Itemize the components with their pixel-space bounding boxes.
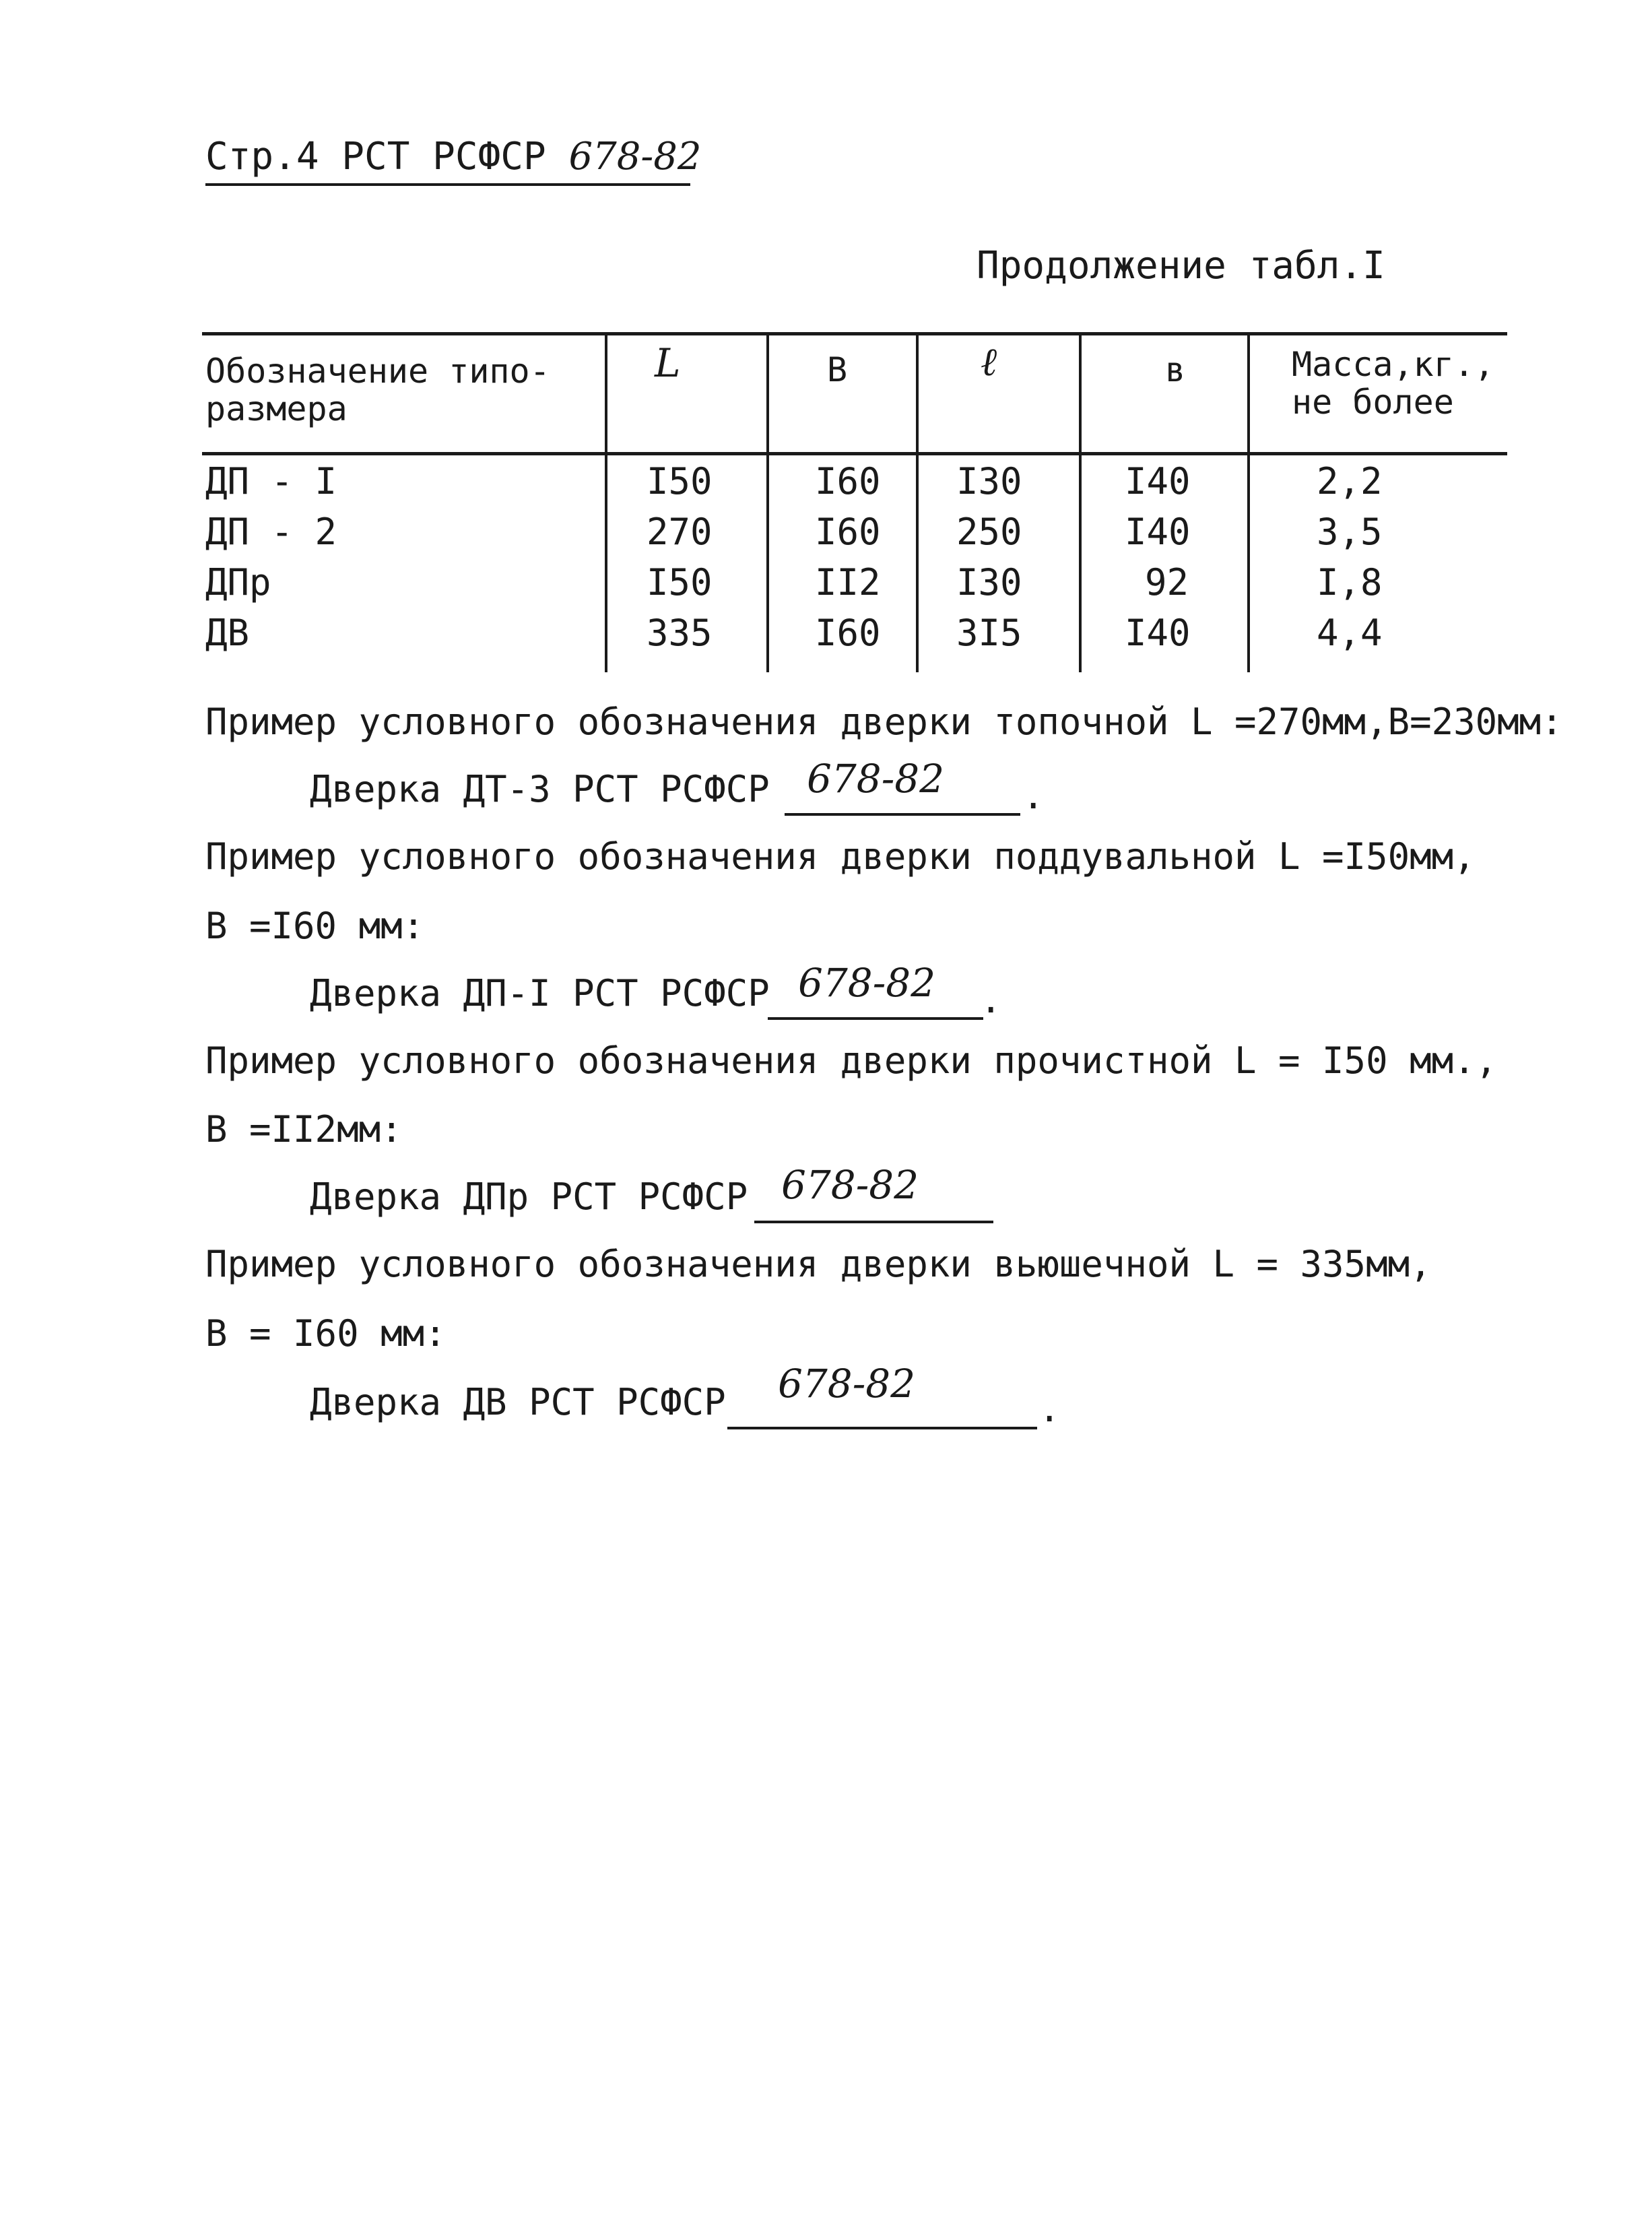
table-cell: I40 xyxy=(1125,460,1191,503)
table-cell: II2 xyxy=(815,561,881,604)
table-cell: I60 xyxy=(815,511,881,553)
table-cell: I50 xyxy=(647,460,713,503)
handwritten-doc-number: 678-82 xyxy=(778,1361,916,1407)
handwritten-doc-number: 678-82 xyxy=(568,135,702,179)
table-cell: ДП - I xyxy=(205,460,337,503)
example-designation: Дверка ДВ РСТ РСФСР xyxy=(310,1381,726,1423)
table-cell: I60 xyxy=(815,612,881,654)
table-cell: ДПр xyxy=(205,561,271,604)
column-divider xyxy=(916,332,919,672)
table-cell: 250 xyxy=(956,511,1022,553)
example-designation: Дверка ДТ-3 РСТ РСФСР xyxy=(310,768,770,810)
handwritten-doc-number: 678-82 xyxy=(798,960,936,1006)
column-header-b: в xyxy=(1165,350,1186,389)
header-underline xyxy=(205,183,690,186)
table-cell: I30 xyxy=(956,460,1022,503)
fill-in-underline xyxy=(768,1017,983,1020)
column-divider xyxy=(1247,332,1250,672)
example-end-mark: . xyxy=(1022,775,1045,817)
table-cell: I40 xyxy=(1125,511,1191,553)
example-intro-ash-door: Пример условного обозначения дверки поддувальной L =I50мм, xyxy=(205,835,1476,878)
table-cell: 3,5 xyxy=(1317,511,1383,553)
example-designation: Дверка ДПр РСТ РСФСР xyxy=(310,1175,748,1218)
table-cell: I40 xyxy=(1125,612,1191,654)
table-cell: 335 xyxy=(647,612,713,654)
example-intro-continued: В = I60 мм: xyxy=(205,1312,447,1355)
example-intro-continued: В =I60 мм: xyxy=(205,905,425,947)
table-cell: I,8 xyxy=(1317,561,1383,604)
table-cell: 92 xyxy=(1145,561,1189,604)
example-intro-continued: В =II2мм: xyxy=(205,1108,403,1151)
fill-in-underline xyxy=(785,813,1020,816)
column-divider xyxy=(766,332,769,672)
fill-in-underline xyxy=(754,1221,993,1223)
table-header-rule xyxy=(202,452,1507,455)
table-cell: I50 xyxy=(647,561,713,604)
fill-in-underline xyxy=(727,1427,1037,1429)
table-cell: I30 xyxy=(956,561,1022,604)
example-intro-stoke-door: Пример условного обозначения дверки топочной L =270мм,В=230мм: xyxy=(205,701,1563,743)
example-end-mark: . xyxy=(980,979,1002,1021)
table-cell: ДВ xyxy=(205,612,250,654)
example-intro-damper-door: Пример условного обозначения дверки вьюшечной L = 335мм, xyxy=(205,1243,1432,1285)
example-end-mark: . xyxy=(1038,1388,1061,1430)
column-header-B: B xyxy=(827,350,848,389)
page-reference: Стр.4 РСТ РСФСР xyxy=(205,135,546,179)
example-designation: Дверка ДП-I РСТ РСФСР xyxy=(310,972,770,1014)
dimensions-table xyxy=(202,332,1507,677)
table-caption: Продолжение табл.I xyxy=(977,244,1385,288)
table-cell: 3I5 xyxy=(956,612,1022,654)
page-header xyxy=(205,135,702,179)
table-cell: 270 xyxy=(647,511,713,553)
column-header-mass: Масса,кг., не более xyxy=(1292,345,1495,422)
handwritten-doc-number: 678-82 xyxy=(807,756,945,802)
column-divider xyxy=(1079,332,1082,672)
table-cell: I60 xyxy=(815,460,881,503)
column-header-designation: Обозначение типо- размера xyxy=(205,352,550,428)
handwritten-doc-number: 678-82 xyxy=(781,1162,919,1208)
column-divider xyxy=(605,332,607,672)
table-cell: ДП - 2 xyxy=(205,511,337,553)
table-cell: 4,4 xyxy=(1317,612,1383,654)
column-header-L: L xyxy=(655,340,681,386)
example-intro-cleaning-door: Пример условного обозначения дверки прочистной L = I50 мм., xyxy=(205,1039,1498,1082)
table-cell: 2,2 xyxy=(1317,460,1383,503)
table-top-rule xyxy=(202,332,1507,335)
column-header-l: ℓ xyxy=(981,339,997,385)
